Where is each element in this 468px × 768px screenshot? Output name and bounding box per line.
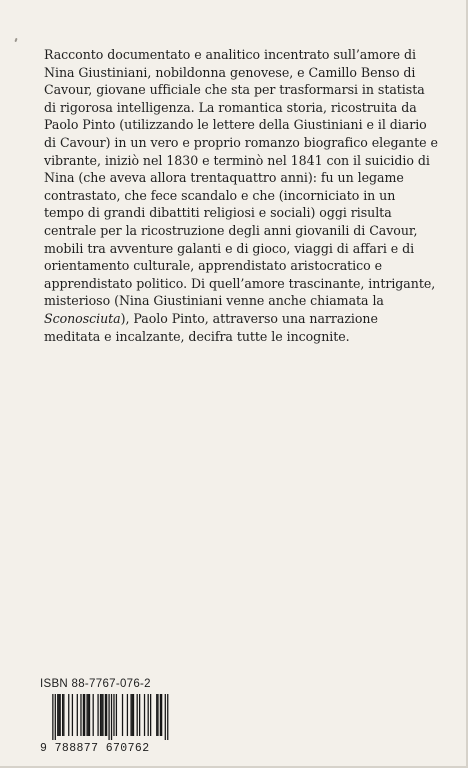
barcode-bar — [127, 694, 128, 736]
paper-speck — [14, 38, 17, 42]
barcode-bar — [93, 694, 94, 736]
ean-barcode — [40, 694, 172, 740]
barcode-bar — [157, 694, 158, 736]
barcode-bar — [116, 694, 117, 736]
barcode-bar — [137, 694, 138, 736]
barcode-bar — [60, 694, 61, 736]
barcode-bar — [84, 694, 85, 736]
barcode-bar — [160, 694, 161, 736]
barcode-bar — [88, 694, 89, 736]
barcode-bar — [105, 694, 106, 736]
barcode-bar — [97, 694, 98, 736]
barcode-bar — [122, 694, 123, 736]
barcode-bar — [167, 694, 168, 740]
barcode-bar — [86, 694, 87, 736]
barcode-bar — [113, 694, 114, 736]
blurb-text-part2: ), Paolo Pinto, attraverso una narrazione meditata e incalzante, decifra tutte le incognite. — [44, 310, 378, 344]
barcode-bar — [55, 694, 56, 740]
barcode-bar — [161, 694, 162, 736]
barcode-bar — [130, 694, 131, 736]
barcode-bar — [58, 694, 59, 736]
barcode-bar — [108, 694, 109, 740]
barcode-digits: 9 788877 670762 — [40, 742, 150, 755]
barcode-bar — [62, 694, 63, 736]
barcode-bar — [68, 694, 69, 736]
barcode-bar — [102, 694, 103, 736]
barcode-bar — [144, 694, 145, 736]
blurb-italic-title: Sconosciuta — [44, 310, 121, 326]
barcode-bar — [165, 694, 166, 740]
barcode-bar — [77, 694, 78, 736]
barcode-bar — [148, 694, 149, 736]
barcode-bar — [106, 694, 107, 736]
barcode-bar — [89, 694, 90, 736]
barcode-bar — [139, 694, 140, 736]
barcode-bar — [83, 694, 84, 736]
barcode-bar — [111, 694, 112, 740]
barcode-bar — [80, 694, 81, 736]
barcode-bar — [52, 694, 53, 740]
barcode-bar — [132, 694, 133, 736]
barcode-bar — [156, 694, 157, 736]
barcode-bar — [101, 694, 102, 736]
barcode-bar — [57, 694, 58, 736]
barcode-bar — [100, 694, 101, 736]
barcode-bar — [72, 694, 73, 736]
barcode-bar — [150, 694, 151, 736]
blurb-paragraph — [44, 46, 438, 345]
barcode-bar — [63, 694, 64, 736]
blurb-text-part1: Racconto documentato e analitico incentrato sull’amore di Nina Giustiniani, nobildonna genovese, e Camillo Benso di Cavour, giovane ufficiale che sta per trasformarsi in statista di rigorosa intelligenza. La romantica storia, ricostruita da Paolo Pinto (utilizzando le lettere della Giustiniani e il diario di Cavour) in un vero e proprio romanzo biografico elegante e vibrante, iniziò nel 1830 e terminò nel 1841 con il suicidio di Nina (che aveva allora trentaquattro anni): fu un legame contrastato, che fece scandalo e che (incorniciato in un tempo di grandi dibattiti religiosi e sociali) oggi risulta centrale per la ricostruzione degli anni giovanili di Cavour, mobili tra avventure galanti e di gioco, viaggi di affari e di orientamento culturale, apprendistato aristocratico e apprendistato politico. Di quell’amore trascinante, intrigante, misterioso (Nina Giustiniani venne anche chiamata la — [44, 47, 438, 309]
isbn-label: ISBN 88-7767-076-2 — [40, 678, 151, 690]
back-cover-blurb — [44, 46, 438, 345]
barcode-bar — [133, 694, 134, 736]
